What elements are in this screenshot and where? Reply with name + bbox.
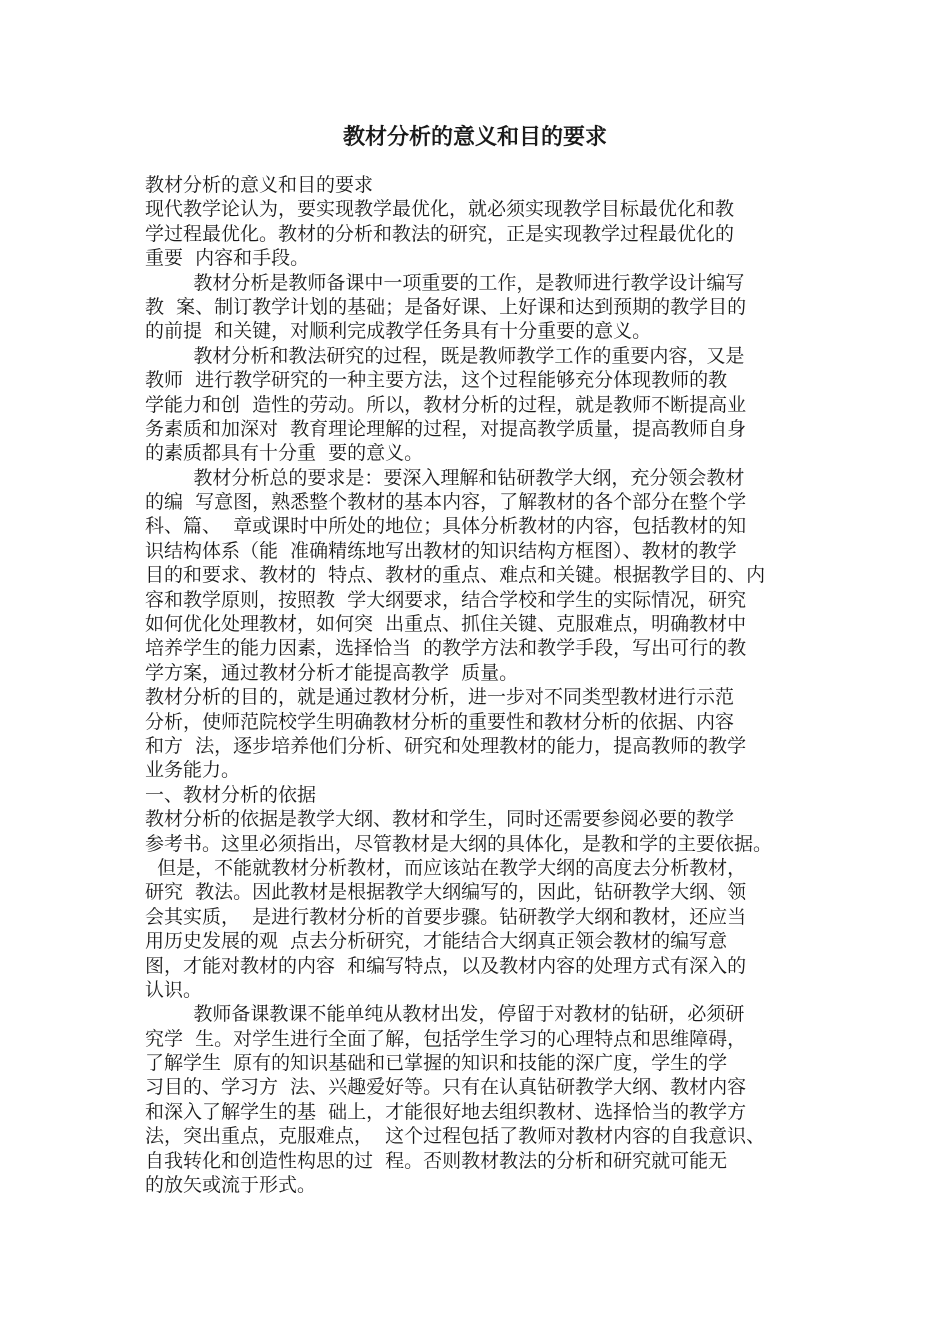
text-line: 图，才能对教材的内容 和编写特点，以及教材内容的处理方式有深入的	[145, 954, 747, 977]
text-line: 一、教材分析的依据	[145, 783, 317, 806]
text-line: 科、篇、 章或课时中所处的地位；具体分析教材的内容，包括教材的知	[145, 515, 747, 538]
text-line: 容和教学原则，按照教 学大纲要求，结合学校和学生的实际情况，研究	[145, 588, 747, 611]
text-line: 如何优化处理教材，如何突 出重点、抓住关键、克服难点，明确教材中	[145, 613, 747, 636]
text-line: 业务能力。	[145, 759, 241, 782]
text-line: 培养学生的能力因素，选择恰当 的教学方法和教学手段，写出可行的教	[145, 637, 747, 660]
text-line: 分析，使师范院校学生明确教材分析的重要性和教材分析的依据、内容	[145, 710, 735, 733]
text-line: 学过程最优化。教材的分析和教法的研究，正是实现教学过程最优化的	[145, 222, 735, 245]
text-line: 学方案，通过教材分析才能提高教学 质量。	[145, 661, 519, 684]
text-line: 学能力和创 造性的劳动。所以，教材分析的过程，就是教师不断提高业	[145, 393, 747, 416]
document-body	[145, 173, 815, 1197]
text-line: 用历史发展的观 点去分析研究，才能结合大纲真正领会教材的编写意	[145, 930, 728, 953]
text-line: 教师 进行教学研究的一种主要方法，这个过程能够充分体现教师的教	[145, 369, 728, 392]
text-line: 研究 教法。因此教材是根据教学大纲编写的，因此，钻研教学大纲、领	[145, 881, 747, 904]
text-line: 识结构体系（能 准确精练地写出教材的知识结构方框图）、教材的教学	[145, 539, 737, 562]
text-line: 的编 写意图，熟悉整个教材的基本内容，了解教材的各个部分在整个学	[145, 491, 747, 514]
text-line: 和方 法，逐步培养他们分析、研究和处理教材的能力，提高教师的教学	[145, 734, 747, 757]
text-line: 的放矢或流于形式。	[145, 1174, 317, 1197]
text-line: 究学 生。对学生进行全面了解，包括学生学习的心理特点和思维障碍，	[145, 1027, 747, 1050]
text-line: 和深入了解学生的基 础上，才能很好地去组织教材、选择恰当的教学方	[145, 1100, 747, 1123]
text-line: 参考书。这里必须指出，尽管教材是大纲的具体化，是教和学的主要依据。	[145, 832, 773, 855]
text-line: 但是，不能就教材分析教材，而应该站在教学大纲的高度去分析教材，	[145, 856, 747, 879]
text-line: 教材分析的意义和目的要求	[145, 174, 374, 196]
text-line: 现代教学论认为，要实现教学最优化，就必须实现教学目标最优化和教	[145, 198, 735, 221]
text-line: 教材分析的依据是教学大纲、教材和学生，同时还需要参阅必要的教学	[145, 808, 735, 831]
text-line: 教 案、制订教学计划的基础；是备好课、上好课和达到预期的教学目的	[145, 295, 747, 318]
text-line: 的素质都具有十分重 要的意义。	[145, 442, 424, 465]
text-line: 的前提 和关键，对顺利完成教学任务具有十分重要的意义。	[145, 320, 652, 343]
text-line: 认识。	[145, 978, 203, 1001]
text-line: 自我转化和创造性构思的过 程。否则教材教法的分析和研究就可能无	[145, 1149, 728, 1172]
text-line: 了解学生 原有的知识基础和已掌握的知识和技能的深广度，学生的学	[145, 1052, 728, 1075]
text-line: 法，突出重点，克服难点， 这个过程包括了教师对教材内容的自我意识、	[145, 1125, 766, 1148]
text-line: 教材分析的目的，就是通过教材分析，进一步对不同类型教材进行示范	[145, 686, 735, 709]
text-line: 教材分析和教法研究的过程，既是教师教学工作的重要内容，又是	[145, 344, 745, 367]
text-line: 务素质和加深对 教育理论理解的过程，对提高教学质量，提高教师自身	[145, 417, 747, 440]
text-line: 教材分析总的要求是：要深入理解和钻研教学大纲，充分领会教材	[145, 466, 745, 489]
text-line: 目的和要求、教材的 特点、教材的重点、难点和关键。根据教学目的、内	[145, 564, 766, 587]
text-line: 教材分析是教师备课中一项重要的工作，是教师进行教学设计编写	[145, 271, 745, 294]
text-line: 会其实质， 是进行教材分析的首要步骤。钻研教学大纲和教材，还应当	[145, 905, 747, 928]
document-title: 教材分析的意义和目的要求	[342, 124, 607, 150]
text-line: 习目的、学习方 法、兴趣爱好等。只有在认真钻研教学大纲、教材内容	[145, 1076, 747, 1099]
text-line: 教师备课教课不能单纯从教材出发，停留于对教材的钻研，必须研	[145, 1003, 745, 1026]
text-line: 重要 内容和手段。	[145, 247, 310, 270]
